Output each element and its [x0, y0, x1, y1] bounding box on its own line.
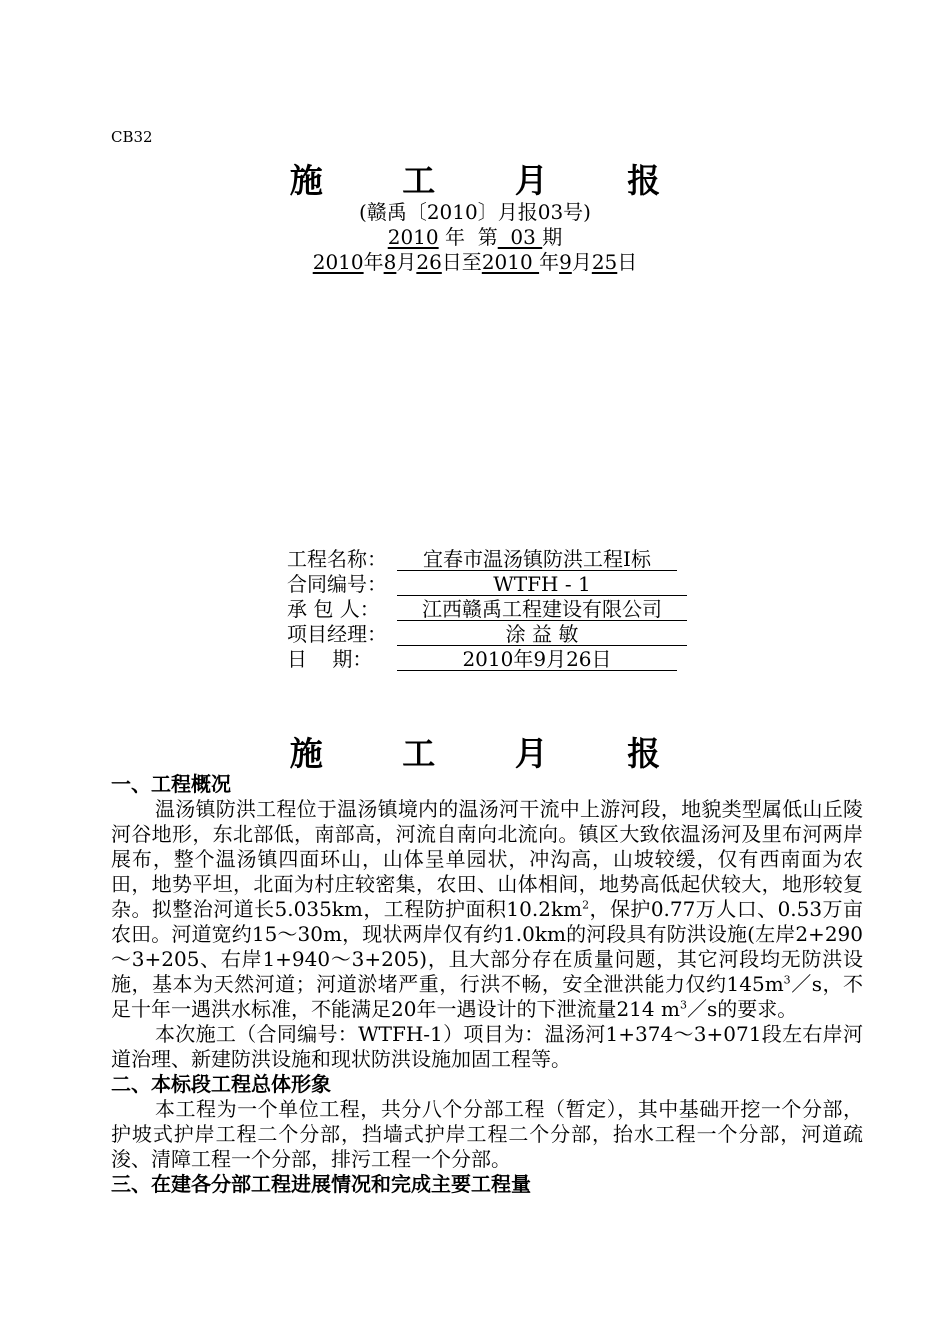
issue-year-suffix: 年 第	[438, 225, 498, 249]
paragraph-overview	[111, 797, 863, 1022]
info-label: 日 期：	[287, 647, 373, 671]
info-value: 2010年9月26日	[397, 648, 677, 671]
paragraph-text: 温汤镇防洪工程位于温汤镇境内的温汤河干流中上游河段，地貌类型属低山丘陵河谷地形，东北部低，南部高，河流自南向北流向。镇区大致依温汤河及里布河两岸展布，整个温汤镇四面环山，山体呈单园状，冲沟高，山坡较缓，仅有西南面为农田，地势平坦，北面为村庄较密集，农田、山体相间，地势高低起伏较大，地形较复杂。拟整治河道长5.035km，工程防护面积10.2km	[111, 797, 863, 921]
period-text: 年	[363, 250, 384, 274]
info-row-project-name	[287, 547, 677, 572]
paragraph-text: ／s的要求。	[686, 997, 798, 1021]
issue-number: 03	[497, 225, 543, 249]
period-text: 年	[539, 250, 560, 274]
info-value: 宜春市温汤镇防洪工程Ⅰ标	[397, 548, 677, 571]
superscript: 2	[582, 898, 590, 912]
info-value: 江西赣禹工程建设有限公司	[397, 598, 687, 621]
paragraph-text: ／s，不足十年一遇洪水标准，不能满足20年一遇设计的下泄流量214 m	[111, 972, 864, 1021]
period-text: 月	[571, 250, 592, 274]
info-label: 项目经理：	[287, 622, 387, 646]
info-value: 涂 益 敏	[397, 623, 687, 646]
info-row-contractor	[287, 597, 687, 622]
period-end-day: 25	[591, 250, 618, 274]
superscript: 3	[679, 998, 687, 1012]
paragraph-scope: 本次施工（合同编号：WTFH-1）项目为：温汤河1+374～3+071段左右岸河道治理、新建防洪设施和现状防洪设施加固工程等。	[111, 1022, 863, 1071]
period-line	[0, 250, 950, 275]
section-heading-2: 二、本标段工程总体形象	[111, 1072, 331, 1096]
info-label: 合同编号：	[287, 572, 387, 596]
info-row-contract-no	[287, 572, 687, 597]
period-start-year: 2010	[312, 250, 364, 274]
period-text: 日至	[441, 250, 482, 274]
info-row-project-manager	[287, 622, 687, 647]
paragraph-structure: 本工程为一个单位工程，共分八个分部工程（暂定），其中基础开挖一个分部，护坡式护岸工程二个分部，挡墙式护岸工程二个分部，抬水工程一个分部，河道疏浚、清障工程一个分部，排污工程一个分部。	[111, 1097, 863, 1171]
period-start-month: 8	[383, 250, 397, 274]
cover-title: 施 工 月 报	[289, 161, 695, 200]
report-number: (赣禹〔2010〕月报03号)	[359, 200, 591, 224]
issue-year: 2010	[387, 225, 439, 249]
section-heading-3: 三、在建各分部工程进展情况和完成主要工程量	[111, 1172, 531, 1196]
info-label: 承 包 人：	[287, 597, 380, 621]
period-text: 日	[617, 250, 638, 274]
superscript: 3	[783, 973, 791, 987]
body-title: 施 工 月 报	[289, 734, 695, 773]
section-heading-1: 一、工程概况	[111, 772, 231, 796]
info-row-date	[287, 647, 677, 672]
info-value: WTFH - 1	[397, 573, 687, 596]
period-start-day: 26	[416, 250, 442, 274]
period-end-year: 2010	[481, 250, 540, 274]
issue-line	[0, 225, 950, 250]
period-text: 月	[396, 250, 417, 274]
paragraph-text: ，保护0.77万人口、0.53万亩农田。河道宽约15～30m，现状两岸仅有约1.0km的河段具有防洪设施(左岸2+290～3+205、右岸1+940～3+205)，且大部分存在质量问题，其它河段均无防洪设施，基本为天然河道；河道淤堵严重，行洪不畅，安全泄洪能力仅约145m	[111, 897, 864, 996]
report-body	[111, 772, 863, 1197]
period-end-month: 9	[559, 250, 572, 274]
issue-number-suffix: 期	[542, 225, 563, 249]
form-code: CB32	[111, 128, 153, 146]
info-label: 工程名称：	[287, 547, 387, 571]
